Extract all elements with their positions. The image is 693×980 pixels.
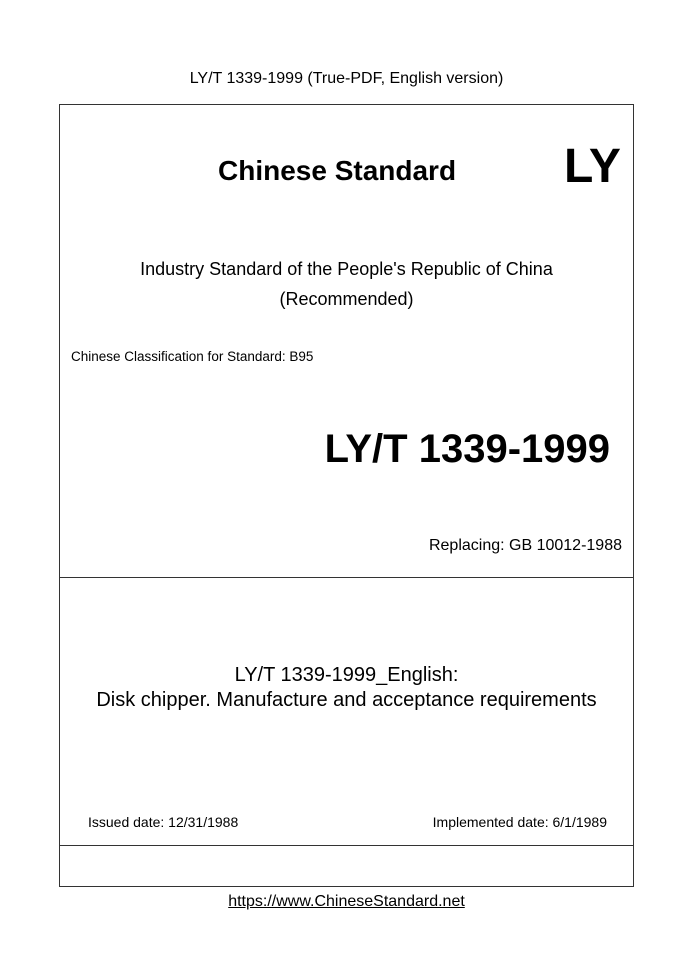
brand-code: LY (564, 140, 621, 193)
issued-date: Issued date: 12/31/1988 (88, 814, 239, 830)
document-title-line-1: LY/T 1339-1999_English: (234, 664, 459, 686)
industry-standard-line: Industry Standard of the People's Republic of China (140, 259, 553, 279)
cover-frame (59, 104, 634, 887)
cover-title-section (60, 578, 633, 846)
replacing-line: Replacing: GB 10012-1988 (428, 537, 622, 554)
implemented-date: Implemented date: 6/1/1989 (432, 814, 607, 830)
website-link[interactable]: https://www.ChineseStandard.net (228, 893, 465, 910)
page-header: LY/T 1339-1999 (True-PDF, English version) (189, 70, 504, 87)
cover-bottom-section (60, 846, 633, 886)
recommended-line: (Recommended) (279, 289, 414, 309)
document-title-line-2: Disk chipper. Manufacture and acceptance requirements (96, 689, 597, 711)
footer (0, 893, 693, 911)
brand-title: Chinese Standard (218, 155, 457, 186)
classification-line: Chinese Classification for Standard: B95 (71, 349, 314, 364)
standard-number: LY/T 1339-1999 (324, 427, 610, 471)
cover-top-section (60, 105, 633, 578)
